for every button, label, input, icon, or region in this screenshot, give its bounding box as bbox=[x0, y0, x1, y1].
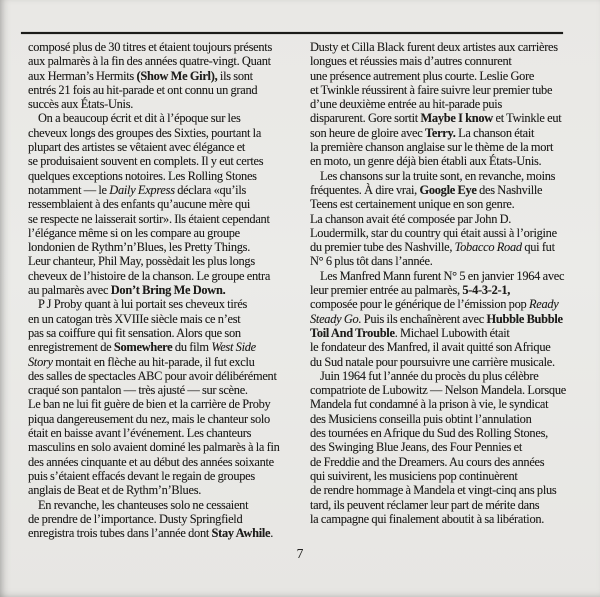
text-line: Les Manfred Mann furent N° 5 en janvier 1964 avec bbox=[320, 268, 565, 283]
text-line: qui suivirent, les musiciens pop continuèrent bbox=[310, 468, 518, 483]
text-line: Mandela fut condamné à la prison à vie, le syndicat bbox=[310, 397, 549, 412]
text-line: Juin 1964 fut l’année du procès du plus célèbre bbox=[320, 368, 539, 383]
text-line: son heure de gloire avec Terry. La chanson était bbox=[310, 125, 535, 140]
text-line: des années cinquante et au début des années soixante bbox=[28, 454, 274, 469]
text-line: cheveux longs des groupes des Sixties, pourtant la bbox=[28, 125, 262, 140]
text-line: pas sa coiffure qui fit sensation. Alors que son bbox=[28, 325, 241, 340]
text-line: de prendre de l’importance. Dusty Springfield bbox=[28, 511, 243, 526]
text-line: l’élégance même si on les compare au groupe bbox=[28, 225, 240, 240]
text-line: la campagne qui finalement aboutit à sa libération. bbox=[310, 511, 545, 526]
text-line: Toil And Trouble. Michael Lubowith était bbox=[310, 325, 510, 340]
text-line: Le ban ne lui fit guère de bien et la carrière de Proby bbox=[28, 397, 271, 412]
text-line: des salles de spectacles ABC pour avoir délibérément bbox=[28, 368, 277, 383]
text-line: se respecte ne laisserait sortir». Ils étaient cependant bbox=[28, 211, 270, 226]
text-line: En revanche, les chanteuses solo ne cessaient bbox=[38, 497, 249, 512]
left-text-column bbox=[28, 40, 292, 540]
right-text-column bbox=[310, 40, 572, 526]
text-line: se produisaient souvent en complets. Il y eut certes bbox=[28, 154, 264, 169]
text-line: enregistrement de Somewhere du film West Side bbox=[28, 340, 256, 355]
text-line: de rendre hommage à Mandela et vingt-cinq ans plus bbox=[310, 483, 557, 498]
text-line: au palmarès avec Don’t Bring Me Down. bbox=[28, 283, 226, 298]
text-line: du Sud natale pour poursuivre une carrière musicale. bbox=[310, 354, 555, 369]
text-line: d’une deuxième entrée au hit-parade puis bbox=[310, 97, 502, 112]
text-line: des Swinging Blue Jeans, des Four Pennies et bbox=[310, 440, 523, 455]
text-line: entrés 21 fois au hit-parade et ont connu un grand bbox=[28, 82, 258, 97]
text-line: compatriote de Lubowitz — Nelson Mandela. Lorsque bbox=[310, 383, 566, 398]
page-number: 7 bbox=[296, 546, 304, 561]
text-line: et Twinkle réussirent à faire suivre leur premier tube bbox=[310, 82, 553, 97]
text-line: leur premier entrée au palmarès, 5-4-3-2-1, bbox=[310, 283, 511, 298]
top-rule bbox=[21, 32, 563, 34]
text-line: composé plus de 30 titres et étaient toujours présents bbox=[28, 40, 273, 54]
text-line: Story montait en flèche au hit-parade, il fut exclu bbox=[28, 354, 255, 369]
text-line: quelques exceptions notoires. Les Rolling Stones bbox=[28, 168, 257, 183]
text-line: piqua dangereusement du nez, mais le chanteur solo bbox=[28, 411, 270, 426]
text-line: On a beaucoup écrit et dit à l’époque sur les bbox=[38, 111, 241, 126]
text-line: Steady Go. Puis ils enchaînèrent avec Hubble Bubble bbox=[310, 311, 563, 326]
text-line: succès aux États-Unis. bbox=[28, 97, 134, 112]
text-line: ressemblaient à des enfants qu’aucune mère qui bbox=[28, 197, 251, 212]
text-line: une présence autrement plus courte. Leslie Gore bbox=[310, 68, 535, 83]
text-line: anglais de Beat et de Rythm’n’Blues. bbox=[28, 483, 202, 498]
text-line: le fondateur des Manfred, il avait quitté son Afrique bbox=[310, 340, 551, 355]
text-line: en moto, un genre déjà bien établi aux États-Unis. bbox=[310, 154, 542, 169]
text-line: de Freddie and the Dreamers. Au cours des années bbox=[310, 454, 545, 469]
text-line: Leur chanteur, Phil May, possèdait les plus longs bbox=[28, 254, 255, 269]
text-line: longues et réussies mais d’autres connurent bbox=[310, 54, 512, 69]
text-line: du premier tube des Nashville, Tobacco Road qui fut bbox=[310, 240, 555, 255]
text-line: disparurent. Gore sortit Maybe I know et Twinkle eut bbox=[310, 111, 562, 126]
text-line: composée pour le générique de l’émission pop Ready bbox=[310, 297, 559, 312]
text-line: des Musiciens conseilla puis obtint l’annulation bbox=[310, 411, 532, 426]
text-line: cheveux de l’histoire de la chanson. Le groupe entra bbox=[28, 268, 271, 283]
text-line: aux Herman’s Hermits (Show Me Girl), ils sont bbox=[28, 68, 253, 83]
text-line: craqué son pantalon — très ajusté — sur scène. bbox=[28, 383, 248, 398]
text-line: en un catogan très XVIIIe siècle mais ce n’est bbox=[28, 311, 241, 326]
text-line: Teens est certainement unique en son genre. bbox=[310, 197, 515, 212]
text-line: notamment — le Daily Express déclara «qu’ils bbox=[28, 182, 247, 197]
text-line: des tournées en Afrique du Sud des Rolling Stones, bbox=[310, 426, 548, 441]
text-line: fréquentes. À dire vrai, Google Eye des Nashville bbox=[310, 182, 543, 197]
text-line: tard, ils peuvent réclamer leur part de mérite dans bbox=[310, 497, 540, 512]
text-line: enregistra trois tubes dans l’année dont Stay Awhile. bbox=[28, 526, 274, 541]
text-line: la première chanson anglaise sur le thème de la mort bbox=[310, 140, 554, 155]
text-line: londonien de Rythm’n’Blues, les Pretty Things. bbox=[28, 240, 251, 255]
text-line: N° 6 plus tôt dans l’année. bbox=[310, 254, 433, 269]
text-line: P J Proby quant à lui portait ses cheveux tirés bbox=[38, 297, 248, 312]
text-line: Les chansons sur la truite sont, en revanche, moins bbox=[320, 168, 556, 183]
text-line: plupart des artistes se vêtaient avec élégance et bbox=[28, 140, 246, 155]
text-line: Loudermilk, star du country qui était aussi à l’origine bbox=[310, 225, 557, 240]
text-line: La chanson avait été composée par John D. bbox=[310, 211, 512, 226]
text-line: puis s’étaient effacés devant le regain de groupes bbox=[28, 468, 255, 483]
text-line: masculins en solo avaient dominé les palmarès à la fin bbox=[28, 440, 280, 455]
text-line: aux palmarès à la fin des années quatre-vingt. Quant bbox=[28, 54, 271, 69]
text-line: Dusty et Cilla Black furent deux artistes aux carrières bbox=[310, 40, 558, 54]
text-line: était en baisse avant l’événement. Les chanteurs bbox=[28, 426, 252, 441]
